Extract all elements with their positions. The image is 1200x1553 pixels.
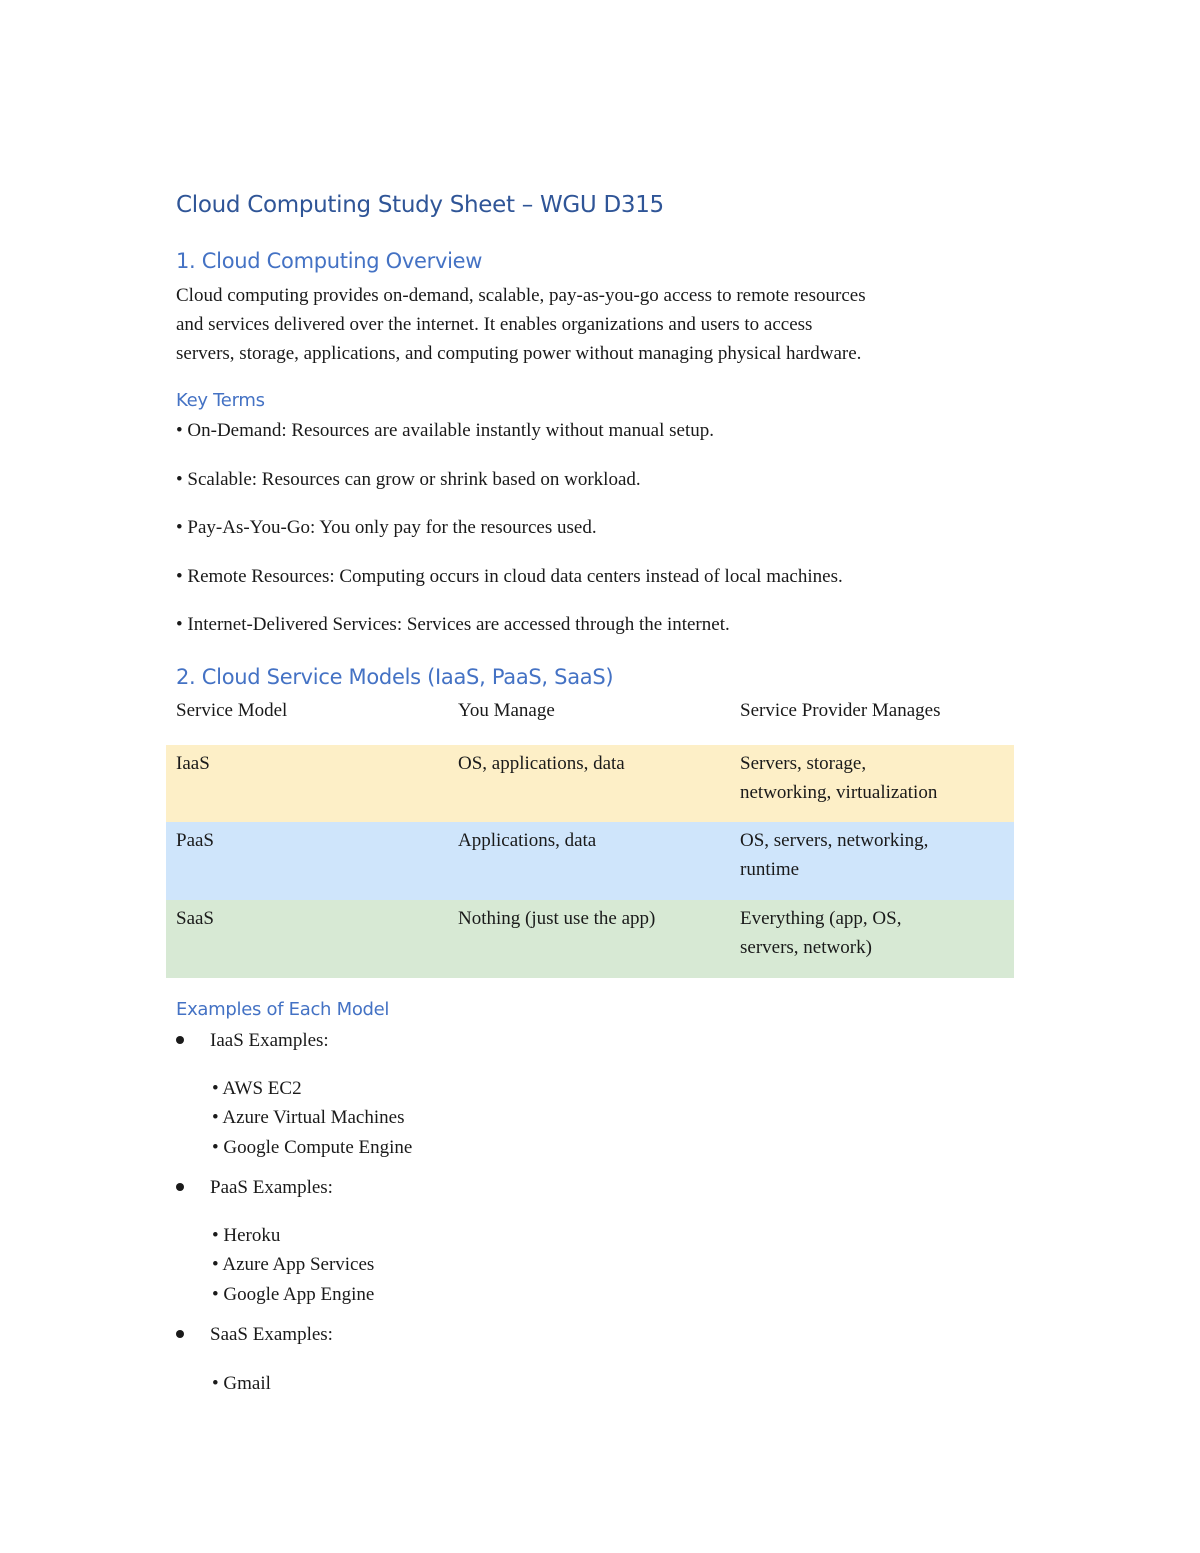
cell-model: PaaS: [176, 830, 214, 851]
table-row-paas: [166, 822, 1014, 900]
examples-saas-label: [176, 1324, 333, 1346]
cell-provider-manages: [740, 826, 928, 884]
cell-provider-line-1: Everything (app, OS,: [740, 908, 902, 929]
key-term-remote-resources: • Remote Resources: Computing occurs in cloud data centers instead of local machines.: [176, 566, 843, 587]
key-term-scalable: • Scalable: Resources can grow or shrink based on workload.: [176, 469, 641, 490]
key-term-pay-as-you-go: • Pay-As-You-Go: You only pay for the resources used.: [176, 517, 597, 538]
cell-provider-line-2: servers, network): [740, 937, 872, 958]
bullet-dot-icon: [176, 1183, 184, 1191]
bullet-dot-icon: [176, 1036, 184, 1044]
table-header-you-manage: You Manage: [458, 700, 555, 721]
table-row-iaas: [166, 745, 1014, 823]
overview-line-1: Cloud computing provides on-demand, scalable, pay-as-you-go access to remote resources: [176, 285, 866, 306]
example-item: • AWS EC2: [212, 1078, 302, 1099]
cell-model: SaaS: [176, 908, 214, 929]
cell-you-manage: OS, applications, data: [458, 753, 625, 774]
examples-label-text: IaaS Examples:: [210, 1030, 329, 1051]
examples-label-text: PaaS Examples:: [210, 1177, 333, 1198]
cell-provider-line-2: networking, virtualization: [740, 782, 938, 803]
key-terms-heading: Key Terms: [176, 390, 265, 411]
cell-you-manage: Nothing (just use the app): [458, 908, 656, 929]
overview-line-3: servers, storage, applications, and computing power without managing physical hardware.: [176, 343, 862, 364]
table-header-service-model: Service Model: [176, 700, 288, 721]
examples-heading: Examples of Each Model: [176, 999, 390, 1020]
example-item: • Heroku: [212, 1225, 281, 1246]
example-item: • Gmail: [212, 1373, 271, 1394]
overview-paragraph: [176, 281, 1026, 368]
example-item: • Google App Engine: [212, 1284, 375, 1305]
cell-model: IaaS: [176, 753, 210, 774]
section-1-heading: 1. Cloud Computing Overview: [176, 249, 483, 273]
examples-label-text: SaaS Examples:: [210, 1324, 333, 1345]
bullet-dot-icon: [176, 1330, 184, 1338]
key-term-on-demand: • On-Demand: Resources are available instantly without manual setup.: [176, 420, 714, 441]
cell-you-manage: Applications, data: [458, 830, 597, 851]
examples-iaas-label: [176, 1030, 329, 1052]
overview-line-2: and services delivered over the internet. It enables organizations and users to access: [176, 314, 813, 335]
table-row-saas: [166, 900, 1014, 978]
table-header-provider-manages: Service Provider Manages: [740, 700, 941, 721]
examples-paas-label: [176, 1177, 333, 1199]
cell-provider-line-1: OS, servers, networking,: [740, 830, 929, 851]
example-item: • Azure App Services: [212, 1254, 375, 1275]
section-2-heading: 2. Cloud Service Models (IaaS, PaaS, SaaS): [176, 665, 614, 689]
cell-provider-line-2: runtime: [740, 859, 800, 880]
example-item: • Google Compute Engine: [212, 1137, 413, 1158]
cell-provider-line-1: Servers, storage,: [740, 753, 867, 774]
key-term-internet-delivered: • Internet-Delivered Services: Services are accessed through the internet.: [176, 614, 730, 635]
example-item: • Azure Virtual Machines: [212, 1107, 405, 1128]
document-title: Cloud Computing Study Sheet – WGU D315: [176, 192, 664, 218]
cell-provider-manages: [740, 749, 937, 807]
cell-provider-manages: [740, 904, 901, 962]
